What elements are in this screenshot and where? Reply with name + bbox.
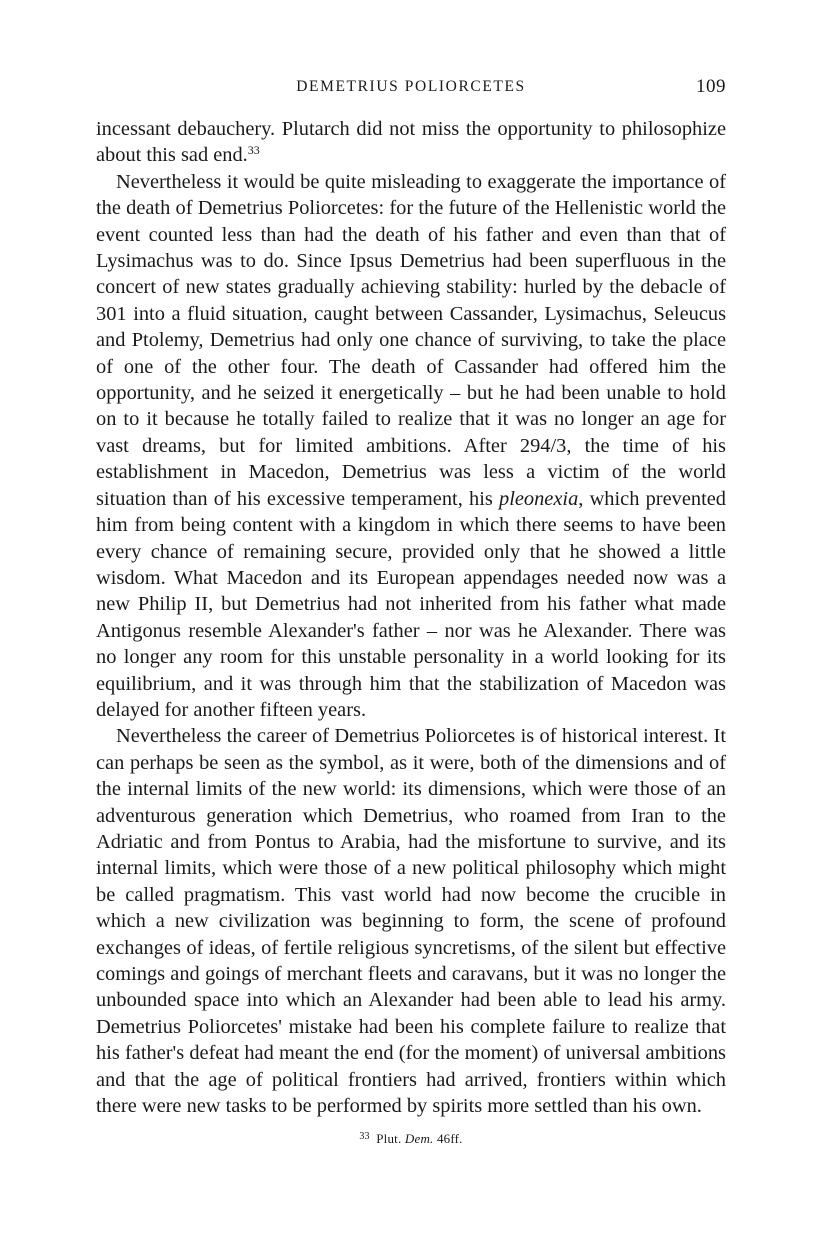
paragraph-3-text: Nevertheless the career of Demetrius Poliorcetes is of historical interest. It can perhaps be seen as the symbol, as it were, both of the dimensions and of the internal limits of the new world: its dimensions, which were those of an adventurous generation which Demetrius, who roamed from Iran to the Adriatic and from Pontus to Arabia, had the misfortune to survive, and its internal limits, which were those of a new political philosophy which might be called pragmatism. This vast world had now become the crucible in which a new civilization was beginning to form, the scene of profound exchanges of ideas, of fertile religious syncretisms, of the silent but effective comings and goings of merchant fleets and caravans, but it was no longer the unbounded space into which an Alexander had been able to lead his army. Demetrius Poliorcetes' mistake had been his complete failure to realize that his father's defeat had meant the end (for the moment) of universal ambitions and that the age of political frontiers had arrived, frontiers within which there were new tasks to be performed by spirits more settled than his own. [96,725,726,1118]
body-text [96,116,726,1119]
paragraph-2-text-a: Nevertheless it would be quite misleading to exaggerate the importance of the death of Demetrius Poliorcetes: for the future of the Hellenistic world the event counted less than had the death of his father and even than that of Lysimachus was to do. Since Ipsus Demetrius had been superfluous in the concert of new states gradually achieving stability: hurled by the debacle of 301 into a fluid situation, caught between Cassander, Lysimachus, Seleucus and Ptolemy, Demetrius had only one chance of surviving, to take the place of one of the other four. The death of Cassander had offered him the opportunity, and he seized it energetically – but he had been unable to hold on to it because he totally failed to realize that it was no longer an age for vast dreams, but for limited ambitions. After 294/3, the time of his establishment in Macedon, Demetrius was less a victim of the world situation than of his excessive temperament, his [96,170,726,510]
paragraph-2-text-b: , which prevented him from being content with a kingdom in which there seems to have been every chance of remaining secure, provided only that he showed a little wisdom. What Macedon and its European appendages needed now was a new Philip II, but Demetrius had not inherited from his father what made Antigonus resemble Alexander's father – nor was he Alexander. There was no longer any room for this unstable personality in a world looking for its equilibrium, and it was through him that the stabilization of Macedon was delayed for another fifteen years. [96,487,726,721]
paragraph-2 [96,169,726,724]
paragraph-1 [96,116,726,169]
footnote-reference[interactable]: 33 [247,143,260,158]
pleonexia-term: pleonexia [499,487,579,510]
paragraph-3 [96,723,726,1119]
book-page [96,76,726,1146]
running-title: DEMETRIUS POLIORCETES [296,78,526,95]
running-head [96,78,726,108]
footnote-pages: 46ff. [436,1131,463,1146]
footnote [96,1131,726,1147]
footnote-number: 33 [359,1131,370,1142]
page-number: 109 [696,76,726,97]
paragraph-1-text: incessant debauchery. Plutarch did not miss the opportunity to philosophize about this sad end. [96,118,726,167]
footnote-author: Plut. [376,1131,402,1146]
footnote-work: Dem. [404,1131,434,1146]
